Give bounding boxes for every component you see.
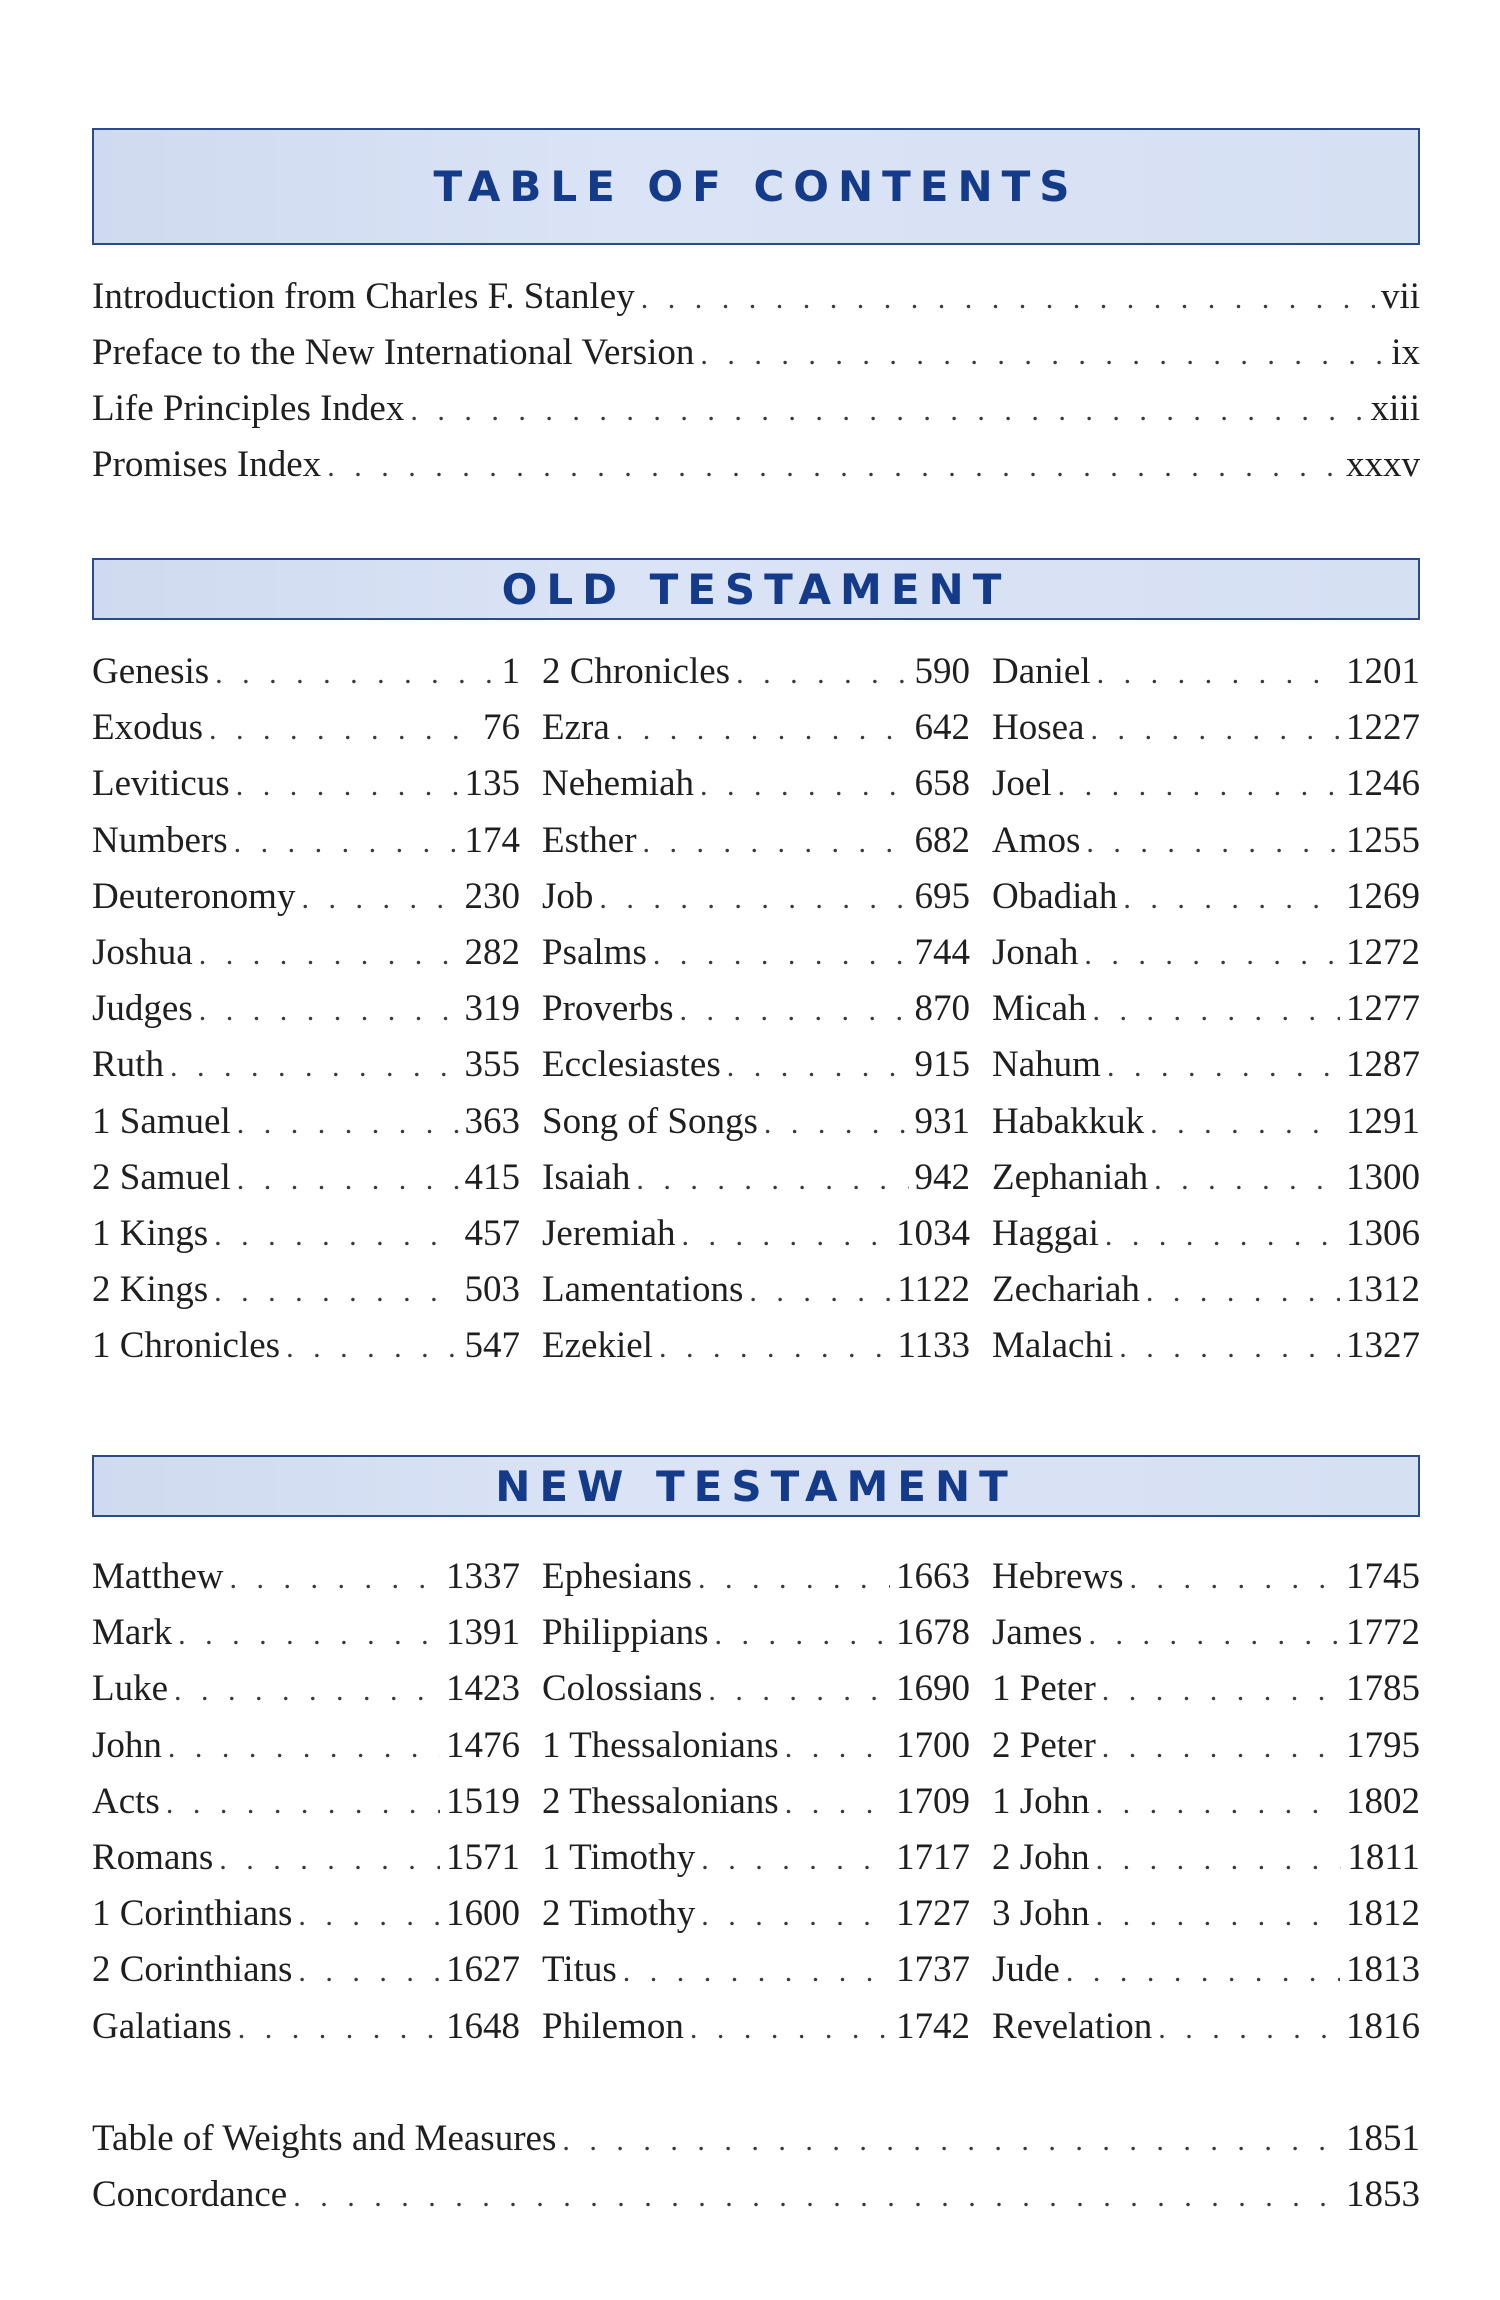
- book-name: Galatians: [92, 2005, 232, 2047]
- book-name: 2 Corinthians: [92, 1949, 293, 1991]
- book-entry[interactable]: [992, 931, 1420, 977]
- book-entry[interactable]: [542, 931, 970, 977]
- leader-dots: [230, 1557, 440, 1601]
- entry-page: xiii: [1370, 388, 1420, 429]
- toc-entry[interactable]: [92, 331, 1420, 377]
- leader-dots: [1066, 1950, 1340, 1994]
- leader-dots: [1096, 1838, 1342, 1882]
- book-name: Nahum: [992, 1044, 1101, 1086]
- book-page-number: 1255: [1346, 819, 1420, 861]
- book-page-number: 1717: [896, 1837, 970, 1878]
- book-name: 1 Thessalonians: [542, 1724, 779, 1766]
- book-page-number: 135: [464, 763, 520, 805]
- book-entry[interactable]: [92, 1268, 520, 1314]
- book-entry[interactable]: [992, 1948, 1420, 1994]
- book-entry[interactable]: [992, 1667, 1420, 1713]
- book-entry[interactable]: [542, 1043, 970, 1089]
- book-name: Titus: [542, 1949, 617, 1991]
- book-page-number: 942: [914, 1156, 970, 1198]
- book-page-number: 355: [464, 1044, 520, 1086]
- leader-dots: [168, 1726, 440, 1770]
- book-page-number: 1785: [1346, 1668, 1420, 1710]
- book-name: Esther: [542, 819, 637, 861]
- book-page-number: 1269: [1346, 875, 1420, 917]
- book-entry[interactable]: [992, 1892, 1420, 1938]
- book-entry[interactable]: [992, 1324, 1420, 1370]
- book-entry[interactable]: [542, 819, 970, 865]
- leader-dots: [214, 1214, 458, 1258]
- leader-dots: [659, 1326, 891, 1370]
- book-name: Ecclesiastes: [542, 1044, 721, 1086]
- leader-dots: [1102, 1726, 1340, 1770]
- book-page-number: 1745: [1346, 1556, 1420, 1597]
- book-entry[interactable]: [992, 1724, 1420, 1770]
- book-name: Habakkuk: [992, 1100, 1145, 1142]
- entry-page: vii: [1380, 276, 1420, 317]
- book-page-number: 76: [483, 707, 520, 749]
- book-page-number: 547: [464, 1325, 520, 1367]
- book-page-number: 1272: [1346, 932, 1420, 973]
- entry-page: ix: [1391, 332, 1420, 373]
- book-name: Jonah: [992, 932, 1079, 973]
- leader-dots: [1093, 989, 1340, 1033]
- book-name: 2 Kings: [92, 1269, 209, 1311]
- book-entry[interactable]: [92, 875, 520, 921]
- book-name: 2 Timothy: [542, 1893, 696, 1935]
- book-entry[interactable]: [92, 650, 520, 696]
- leader-dots: [327, 445, 1340, 489]
- book-name: Luke: [92, 1668, 169, 1710]
- book-page-number: 1277: [1346, 988, 1420, 1030]
- leader-dots: [1096, 1782, 1340, 1826]
- book-page-number: 1742: [896, 2005, 970, 2047]
- leader-dots: [641, 277, 1375, 321]
- leader-dots: [623, 1950, 890, 1994]
- book-name: Song of Songs: [542, 1100, 758, 1142]
- book-entry[interactable]: [92, 1611, 520, 1657]
- book-entry[interactable]: [92, 987, 520, 1033]
- entry-page: 1853: [1346, 2174, 1420, 2215]
- book-page-number: 457: [464, 1213, 520, 1254]
- book-page-number: 230: [464, 875, 520, 917]
- book-name: Acts: [92, 1780, 160, 1822]
- book-name: 2 John: [992, 1837, 1090, 1878]
- book-entry[interactable]: [542, 1156, 970, 1202]
- book-entry[interactable]: [542, 650, 970, 696]
- book-page-number: 1246: [1346, 763, 1420, 805]
- book-page-number: 1337: [446, 1556, 520, 1597]
- leader-dots: [214, 1270, 458, 1314]
- toc-entry[interactable]: [92, 443, 1420, 489]
- book-page-number: 1300: [1346, 1156, 1420, 1198]
- book-entry[interactable]: [92, 1724, 520, 1770]
- leader-dots: [785, 1726, 890, 1770]
- leader-dots: [727, 1045, 909, 1089]
- book-entry[interactable]: [992, 1555, 1420, 1601]
- entry-page: xxxv: [1346, 444, 1420, 485]
- book-name: Leviticus: [92, 763, 230, 805]
- book-entry[interactable]: [92, 1043, 520, 1089]
- book-entry[interactable]: [992, 1780, 1420, 1826]
- book-page-number: 1600: [446, 1893, 520, 1935]
- entry-name: Introduction from Charles F. Stanley: [92, 276, 635, 317]
- book-page-number: 1812: [1346, 1893, 1420, 1935]
- book-entry[interactable]: [92, 1100, 520, 1146]
- old-testament-heading: OLD TESTAMENT: [501, 564, 1011, 614]
- book-entry[interactable]: [92, 1156, 520, 1202]
- book-entry[interactable]: [992, 650, 1420, 696]
- book-name: 1 Chronicles: [92, 1325, 281, 1367]
- book-page-number: 1727: [896, 1893, 970, 1935]
- book-name: 1 Corinthians: [92, 1893, 293, 1935]
- leader-dots: [1146, 1270, 1340, 1314]
- leader-dots: [293, 2175, 1340, 2219]
- entry-name: Preface to the New International Version: [92, 332, 695, 373]
- book-name: Haggai: [992, 1213, 1099, 1254]
- book-entry[interactable]: [542, 1948, 970, 1994]
- book-name: Joel: [992, 763, 1052, 805]
- book-name: Proverbs: [542, 988, 674, 1030]
- book-page-number: 282: [464, 932, 520, 973]
- new-testament-banner: [92, 1455, 1420, 1517]
- book-page-number: 1519: [446, 1780, 520, 1822]
- leader-dots: [236, 764, 459, 808]
- book-entry[interactable]: [992, 819, 1420, 865]
- book-entry[interactable]: [542, 1724, 970, 1770]
- book-page-number: 695: [914, 875, 970, 917]
- book-name: Ezra: [542, 707, 610, 749]
- leader-dots: [715, 1613, 890, 1657]
- leader-dots: [562, 2119, 1340, 2163]
- book-page-number: 1034: [896, 1213, 970, 1254]
- book-page-number: 1709: [896, 1780, 970, 1822]
- leader-dots: [636, 1158, 908, 1202]
- entry-name: Concordance: [92, 2174, 288, 2215]
- book-page-number: 1312: [1346, 1269, 1420, 1311]
- book-entry[interactable]: [992, 1268, 1420, 1314]
- book-name: Numbers: [92, 819, 228, 861]
- book-entry[interactable]: [992, 1043, 1420, 1089]
- book-name: Zephaniah: [992, 1156, 1149, 1198]
- book-name: 2 Peter: [992, 1724, 1096, 1766]
- book-name: Colossians: [542, 1668, 703, 1710]
- book-name: 1 Samuel: [92, 1100, 231, 1142]
- book-name: 1 Timothy: [542, 1837, 696, 1878]
- leader-dots: [215, 652, 495, 696]
- book-page-number: 931: [914, 1100, 970, 1142]
- book-page-number: 1772: [1346, 1612, 1420, 1654]
- book-page-number: 1813: [1346, 1949, 1420, 1991]
- book-name: 1 Peter: [992, 1668, 1096, 1710]
- leader-dots: [298, 1950, 440, 1994]
- book-page-number: 642: [914, 707, 970, 749]
- leader-dots: [199, 989, 459, 1033]
- book-entry[interactable]: [92, 1324, 520, 1370]
- leader-dots: [1084, 933, 1340, 977]
- leader-dots: [599, 877, 908, 921]
- book-entry[interactable]: [92, 762, 520, 808]
- leader-dots: [237, 1102, 459, 1146]
- toc-entry[interactable]: [92, 2173, 1420, 2219]
- book-name: Exodus: [92, 707, 203, 749]
- leader-dots: [616, 708, 909, 752]
- book-entry[interactable]: [542, 1268, 970, 1314]
- book-entry[interactable]: [992, 875, 1420, 921]
- book-page-number: 682: [914, 819, 970, 861]
- book-name: Jeremiah: [542, 1213, 676, 1254]
- book-name: 2 Samuel: [92, 1156, 231, 1198]
- book-page-number: 1306: [1346, 1213, 1420, 1254]
- book-page-number: 1423: [446, 1668, 520, 1710]
- leader-dots: [238, 2007, 440, 2051]
- book-entry[interactable]: [92, 706, 520, 752]
- leader-dots: [785, 1782, 890, 1826]
- leader-dots: [219, 1838, 440, 1882]
- book-page-number: 1648: [446, 2005, 520, 2047]
- leader-dots: [1102, 1669, 1340, 1713]
- book-entry[interactable]: [542, 706, 970, 752]
- book-entry[interactable]: [92, 819, 520, 865]
- book-name: Ezekiel: [542, 1325, 653, 1367]
- leader-dots: [1154, 1158, 1340, 1202]
- book-entry[interactable]: [92, 1892, 520, 1938]
- book-entry[interactable]: [542, 762, 970, 808]
- toc-entry[interactable]: [92, 275, 1420, 321]
- leader-dots: [643, 821, 909, 865]
- book-page-number: 174: [464, 819, 520, 861]
- book-page-number: 1663: [896, 1556, 970, 1597]
- book-entry[interactable]: [542, 1212, 970, 1258]
- book-name: Judges: [92, 988, 193, 1030]
- book-page-number: 1327: [1346, 1325, 1420, 1367]
- book-name: Amos: [992, 819, 1081, 861]
- leader-dots: [1105, 1214, 1340, 1258]
- leader-dots: [1123, 877, 1340, 921]
- leader-dots: [1088, 1613, 1340, 1657]
- book-name: Mark: [92, 1612, 173, 1654]
- leader-dots: [301, 877, 458, 921]
- toc-entry[interactable]: [92, 2117, 1420, 2163]
- book-entry[interactable]: [542, 1836, 970, 1882]
- book-page-number: 1227: [1346, 707, 1420, 749]
- leader-dots: [749, 1270, 891, 1314]
- book-entry[interactable]: [542, 1100, 970, 1146]
- book-name: Zechariah: [992, 1269, 1140, 1311]
- book-name: Obadiah: [992, 875, 1118, 917]
- book-name: Lamentations: [542, 1269, 744, 1311]
- book-page-number: 1802: [1346, 1780, 1420, 1822]
- book-name: Joshua: [92, 932, 193, 973]
- leader-dots: [1058, 764, 1340, 808]
- book-page-number: 415: [464, 1156, 520, 1198]
- book-name: Revelation: [992, 2005, 1153, 2047]
- book-name: Jude: [992, 1949, 1060, 1991]
- book-page-number: 870: [914, 988, 970, 1030]
- book-page-number: 1391: [446, 1612, 520, 1654]
- book-name: Philemon: [542, 2005, 684, 2047]
- book-entry[interactable]: [92, 1667, 520, 1713]
- book-entry[interactable]: [92, 1836, 520, 1882]
- entry-page: 1851: [1346, 2118, 1420, 2159]
- book-page-number: 1287: [1346, 1044, 1420, 1086]
- entry-name: Table of Weights and Measures: [92, 2118, 557, 2159]
- book-name: Romans: [92, 1837, 214, 1878]
- book-entry[interactable]: [542, 1892, 970, 1938]
- leader-dots: [653, 933, 909, 977]
- book-entry[interactable]: [992, 1100, 1420, 1146]
- book-page-number: 1690: [896, 1668, 970, 1710]
- book-name: 1 Kings: [92, 1213, 209, 1254]
- leader-dots: [1096, 1894, 1340, 1938]
- leader-dots: [682, 1214, 890, 1258]
- book-name: Nehemiah: [542, 763, 695, 805]
- leader-dots: [736, 652, 908, 696]
- book-name: Ruth: [92, 1044, 164, 1086]
- book-page-number: 744: [914, 932, 970, 973]
- book-name: 2 Chronicles: [542, 651, 731, 692]
- leader-dots: [170, 1045, 459, 1089]
- leader-dots: [178, 1613, 440, 1657]
- leader-dots: [1107, 1045, 1340, 1089]
- book-entry[interactable]: [92, 2005, 520, 2051]
- leader-dots: [1119, 1326, 1340, 1370]
- book-entry[interactable]: [542, 875, 970, 921]
- book-page-number: 1201: [1346, 651, 1420, 692]
- toc-title-banner: [92, 128, 1420, 245]
- leader-dots: [286, 1326, 458, 1370]
- book-name: Isaiah: [542, 1156, 631, 1198]
- book-name: Genesis: [92, 651, 210, 692]
- leader-dots: [234, 821, 459, 865]
- book-entry[interactable]: [992, 1836, 1420, 1882]
- leader-dots: [209, 708, 477, 752]
- leader-dots: [174, 1669, 440, 1713]
- book-page-number: 1811: [1347, 1837, 1420, 1878]
- book-name: Micah: [992, 988, 1087, 1030]
- book-entry[interactable]: [992, 2005, 1420, 2051]
- book-entry[interactable]: [542, 1667, 970, 1713]
- book-page-number: 319: [464, 988, 520, 1030]
- book-name: John: [92, 1724, 162, 1766]
- leader-dots: [237, 1158, 459, 1202]
- book-name: 2 Thessalonians: [542, 1780, 779, 1822]
- leader-dots: [701, 1838, 890, 1882]
- book-name: Hosea: [992, 707, 1085, 749]
- book-page-number: 1795: [1346, 1724, 1420, 1766]
- leader-dots: [708, 1669, 890, 1713]
- book-entry[interactable]: [92, 1948, 520, 1994]
- book-entry[interactable]: [992, 1212, 1420, 1258]
- toc-entry[interactable]: [92, 387, 1420, 433]
- book-entry[interactable]: [92, 1212, 520, 1258]
- book-entry[interactable]: [992, 706, 1420, 752]
- leader-dots: [690, 2007, 890, 2051]
- book-entry[interactable]: [542, 987, 970, 1033]
- book-entry[interactable]: [992, 1611, 1420, 1657]
- book-page-number: 590: [914, 651, 970, 692]
- book-name: Daniel: [992, 651, 1091, 692]
- book-name: 3 John: [992, 1893, 1090, 1935]
- leader-dots: [701, 1894, 890, 1938]
- book-page-number: 1737: [896, 1949, 970, 1991]
- book-entry[interactable]: [542, 1324, 970, 1370]
- leader-dots: [166, 1782, 440, 1826]
- book-name: Hebrews: [992, 1556, 1124, 1597]
- entry-name: Promises Index: [92, 444, 322, 485]
- old-testament-banner: [92, 558, 1420, 620]
- book-entry[interactable]: [542, 1780, 970, 1826]
- book-entry[interactable]: [992, 762, 1420, 808]
- new-testament-heading: NEW TESTAMENT: [495, 1461, 1017, 1511]
- leader-dots: [764, 1102, 909, 1146]
- leader-dots: [1130, 1557, 1340, 1601]
- book-page-number: 1: [501, 651, 520, 692]
- leader-dots: [298, 1894, 440, 1938]
- book-page-number: 1700: [896, 1724, 970, 1766]
- leader-dots: [698, 1557, 890, 1601]
- leader-dots: [199, 933, 459, 977]
- book-name: James: [992, 1612, 1083, 1654]
- book-entry[interactable]: [542, 2005, 970, 2051]
- book-name: Job: [542, 875, 594, 917]
- book-entry[interactable]: [992, 1156, 1420, 1202]
- page-title: TABLE OF CONTENTS: [433, 162, 1079, 211]
- book-page-number: 1627: [446, 1949, 520, 1991]
- entry-name: Life Principles Index: [92, 388, 405, 429]
- book-entry[interactable]: [92, 1555, 520, 1601]
- book-page-number: 1816: [1346, 2005, 1420, 2047]
- book-page-number: 1133: [897, 1325, 970, 1367]
- book-page-number: 1291: [1346, 1100, 1420, 1142]
- book-name: 1 John: [992, 1780, 1090, 1822]
- leader-dots: [1158, 2007, 1340, 2051]
- book-entry[interactable]: [92, 931, 520, 977]
- book-page-number: 1678: [896, 1612, 970, 1654]
- leader-dots: [1150, 1102, 1340, 1146]
- book-entry[interactable]: [542, 1555, 970, 1601]
- book-entry[interactable]: [992, 987, 1420, 1033]
- book-name: Philippians: [542, 1612, 709, 1654]
- book-page-number: 658: [914, 763, 970, 805]
- book-page-number: 363: [464, 1100, 520, 1142]
- leader-dots: [680, 989, 909, 1033]
- book-name: Ephesians: [542, 1556, 693, 1597]
- book-page-number: 1122: [897, 1269, 970, 1311]
- book-entry[interactable]: [542, 1611, 970, 1657]
- book-page-number: 1476: [446, 1724, 520, 1766]
- leader-dots: [410, 389, 1364, 433]
- leader-dots: [1097, 652, 1340, 696]
- book-entry[interactable]: [92, 1780, 520, 1826]
- book-name: Psalms: [542, 932, 647, 973]
- book-page-number: 915: [914, 1044, 970, 1086]
- book-name: Malachi: [992, 1325, 1114, 1367]
- book-name: Matthew: [92, 1556, 224, 1597]
- book-page-number: 503: [464, 1269, 520, 1311]
- book-name: Deuteronomy: [92, 875, 296, 917]
- leader-dots: [700, 333, 1385, 377]
- book-page-number: 1571: [446, 1837, 520, 1878]
- leader-dots: [1090, 708, 1340, 752]
- leader-dots: [1086, 821, 1340, 865]
- leader-dots: [700, 764, 908, 808]
